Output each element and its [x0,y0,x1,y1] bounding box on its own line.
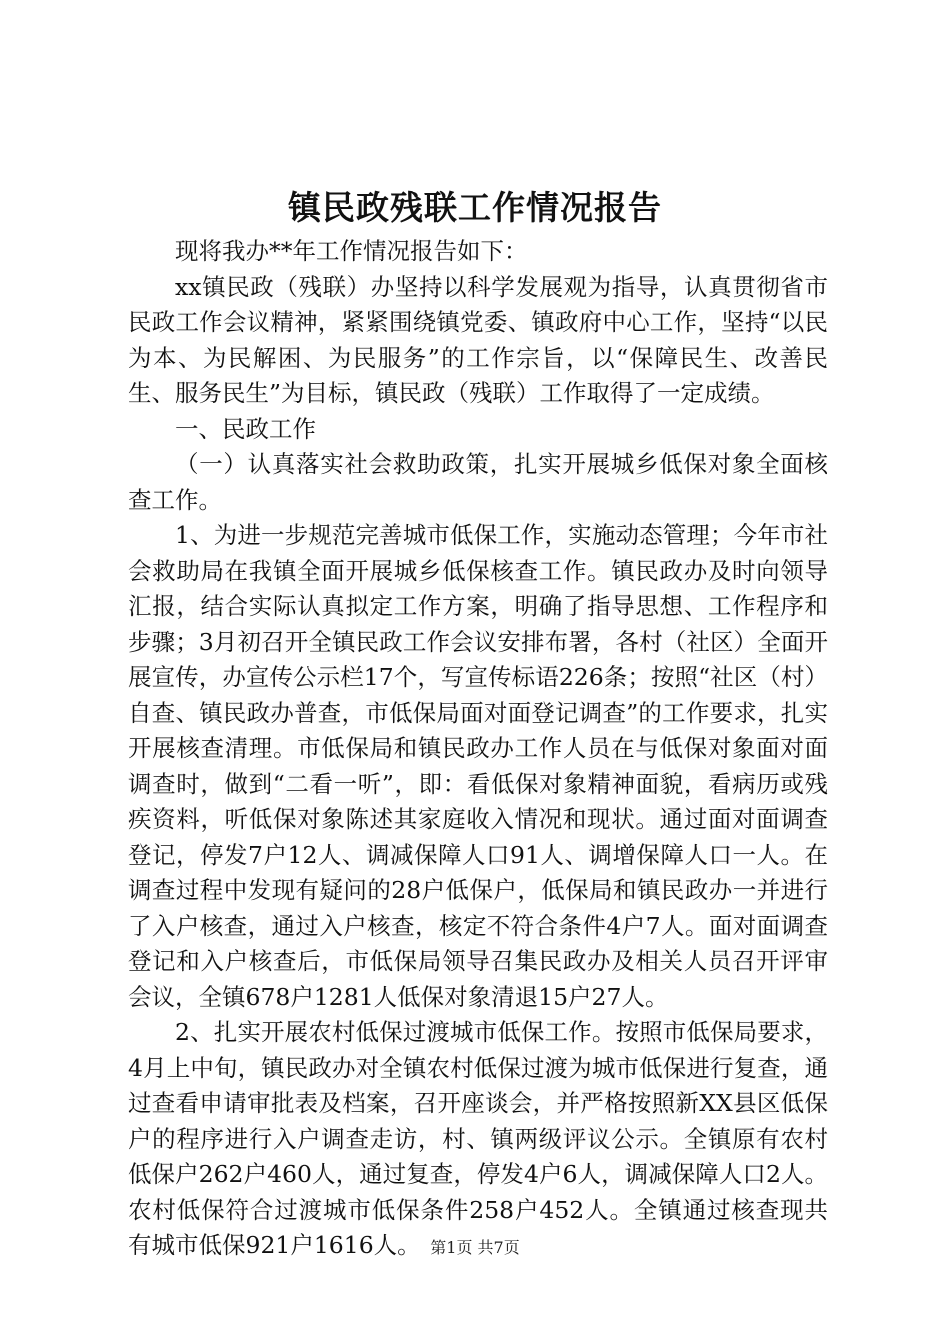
subsection-heading: （一）认真落实社会救助政策，扎实开展城乡低保对象全面核查工作。 [128,450,828,514]
page-footer: 第1页 共7页 [430,1238,520,1257]
section-heading: 一、民政工作 [175,414,316,443]
item-2-paragraph: 2、扎实开展农村低保过渡城市低保工作。按照市低保局要求，4月上中旬，镇民政办对全镇农村低保过渡为城市低保进行复查，通过查看申请审批表及档案，召开座谈会，并严格按照新XX县区低保户的程序进行入户调查走访，村、镇两级评议公示。全镇原有农村低保户262户460人，通过复查，停发4户6人，调减保障人口2人。农村低保符合过渡城市低保条件258户452人。全镇通过核查现共有城市低保921户1616人。 [128,1018,828,1259]
summary-paragraph: xx镇民政（残联）办坚持以科学发展观为指导，认真贯彻省市民政工作会议精神，紧紧围绕镇党委、镇政府中心工作，坚持“以民为本、为民解困、为民服务”的工作宗旨，以“保障民生、改善民生、服务民生”为目标，镇民政（残联）工作取得了一定成绩。 [128,272,828,407]
intro-paragraph: 现将我办**年工作情况报告如下： [175,237,528,265]
document-title: 镇民政残联工作情况报告 [288,188,662,227]
document-body [128,234,828,1264]
item-1-paragraph: 1、为进一步规范完善城市低保工作，实施动态管理；今年市社会救助局在我镇全面开展城乡低保核查工作。镇民政办及时向领导汇报，结合实际认真拟定工作方案，明确了指导思想、工作程序和步骤；3月初召开全镇民政工作会议安排布署，各村（社区）全面开展宣传，办宣传公示栏17个，写宣传标语226条；按照“社区（村）自查、镇民政办普查，市低保局面对面登记调查”的工作要求，扎实开展核查清理。市低保局和镇民政办工作人员在与低保对象面对面调查时，做到“二看一听”，即：看低保对象精神面貌，看病历或残疾资料，听低保对象陈述其家庭收入情况和现状。通过面对面调查登记，停发7户12人、调减保障人口91人、调增保障人口一人。在调查过程中发现有疑问的28户低保户，低保局和镇民政办一并进行了入户核查，通过入户核查，核定不符合条件4户7人。面对面调查登记和入户核查后，市低保局领导召集民政办及相关人员召开评审会议，全镇678户1281人低保对象清退15户27人。 [128,521,828,1011]
